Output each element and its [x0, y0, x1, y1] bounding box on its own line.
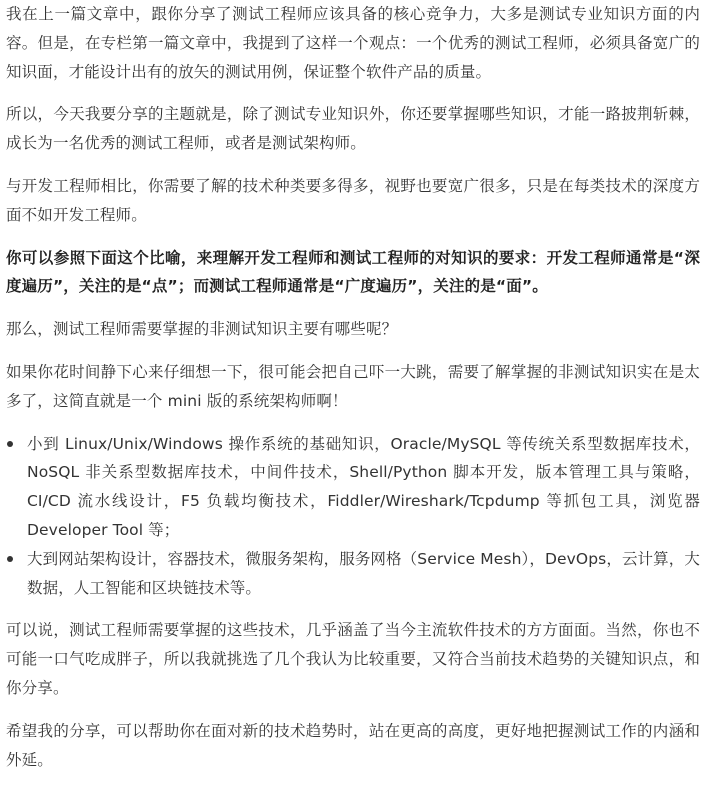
paragraph-topic: 所以，今天我要分享的主题就是，除了测试专业知识外，你还要掌握哪些知识，才能一路披荆斩棘，成长为一名优秀的测试工程师，或者是测试架构师。: [6, 105, 700, 153]
list-item-text: 大到网站架构设计，容器技术，微服务架构，服务网格（Service Mesh），DevOps，云计算，大数据，人工智能和区块链技术等。: [27, 549, 700, 597]
paragraph-summary: 可以说，测试工程师需要掌握的这些技术，几乎涵盖了当今主流软件技术的方方面面。当然，你也不可能一口气吃成胖子，所以我就挑选了几个我认为比较重要，又符合当前技术趋势的关键知识点，和你分享。: [6, 621, 700, 697]
paragraph-question: 那么，测试工程师需要掌握的非测试知识主要有哪些呢？: [6, 320, 398, 339]
knowledge-list: [6, 430, 700, 603]
list-item: [6, 545, 700, 603]
list-item: [6, 430, 700, 545]
paragraph-metaphor: 你可以参照下面这个比喻，来理解开发工程师和测试工程师的对知识的要求：开发工程师通常是“深度遍历”，关注的是“点”；而测试工程师通常是“广度遍历”，关注的是“面”。: [6, 248, 700, 296]
bullet-dot-icon: [7, 441, 13, 447]
paragraph-intro: 我在上一篇文章中，跟你分享了测试工程师应该具备的核心竞争力，大多是测试专业知识方面的内容。但是，在专栏第一篇文章中，我提到了这样一个观点：一个优秀的测试工程师，必须具备宽广的知识面，才能设计出有的放矢的测试用例，保证整个软件产品的质量。: [6, 5, 700, 81]
list-item-text: 小到 Linux/Unix/Windows 操作系统的基础知识，Oracle/MySQL 等传统关系型数据库技术，NoSQL 非关系型数据库技术，中间件技术，Shell/Python 脚本开发，版本管理工具与策略，CI/CD 流水线设计，F5 负载均衡技术，Fiddler/Wireshark/Tcpdump 等抓包工具，浏览器 Developer Tool 等；: [27, 434, 700, 539]
paragraph-comparison: 与开发工程师相比，你需要了解的技术种类要多得多，视野也要宽广很多，只是在每类技术的深度方面不如开发工程师。: [6, 176, 700, 224]
paragraph-wish: 希望我的分享，可以帮助你在面对新的技术趋势时，站在更高的高度，更好地把握测试工作的内涵和外延。: [6, 721, 700, 769]
paragraph-reflection: 如果你花时间静下心来仔细想一下，很可能会把自己吓一大跳，需要了解掌握的非测试知识实在是太多了，这简直就是一个 mini 版的系统架构师啊！: [6, 362, 700, 410]
bullet-dot-icon: [7, 556, 13, 562]
